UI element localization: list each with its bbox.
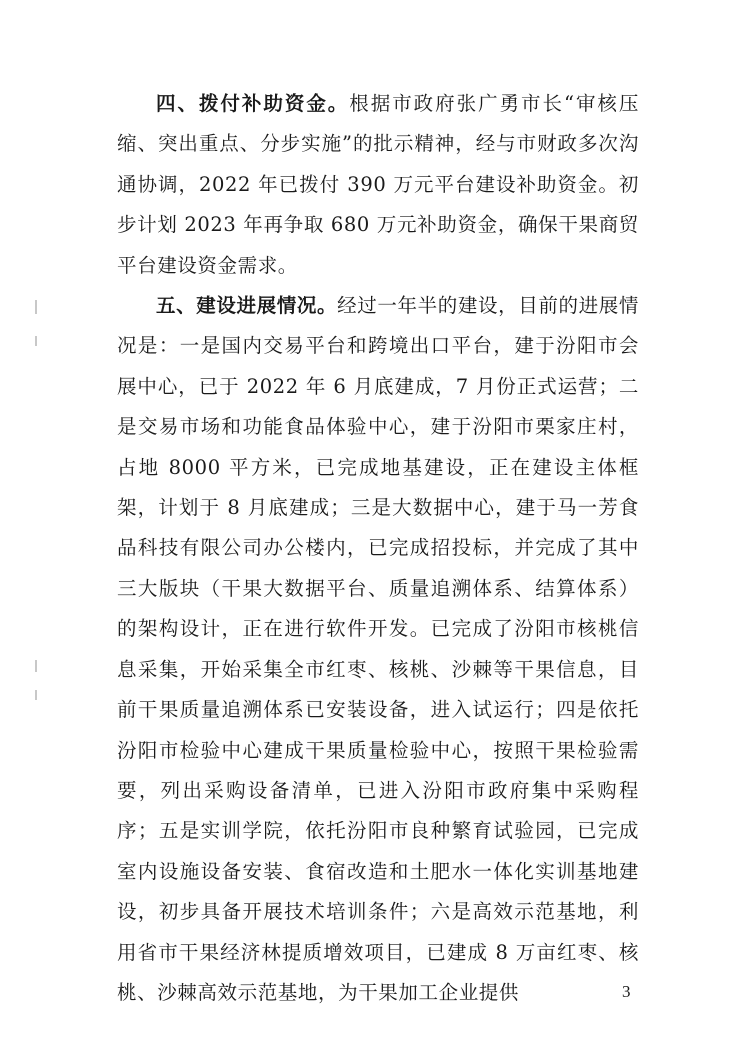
paragraph-progress <box>117 286 639 1013</box>
scan-margin-mark <box>35 660 37 672</box>
scan-margin-mark <box>35 336 37 346</box>
paragraph-text-progress: 经过一年半的建设，目前的进展情况是：一是国内交易平台和跨境出口平台，建于汾阳市会展中心，已于 2022 年 6 月底建成，7 月份正式运营；二是交易市场和功能食品体验中心，建于汾阳市栗家庄村，占地 8000 平方米，已完成地基建设，正在建设主体框架，计划于 8 月底建成；三是大数据中心，建于马一芳食品科技有限公司办公楼内，已完成招投标，并完成了其中三大版块（干果大数据平台、质量追溯体系、结算体系）的架构设计，正在进行软件开发。已完成了汾阳市核桃信息采集，开始采集全市红枣、核桃、沙棘等干果信息，目前干果质量追溯体系已安装设备，进入试运行；四是依托汾阳市检验中心建成干果质量检验中心，按照干果检验需要，列出采购设备清单，已进入汾阳市政府集中采购程序；五是实训学院，依托汾阳市良种繁育试验园，已完成室内设施设备安装、食宿改造和土肥水一体化实训基地建设，初步具备开展技术培训条件；六是高效示范基地，利用省市干果经济林提质增效项目，已建成 8 万亩红枣、核桃、沙棘高效示范基地，为干果加工企业提供 <box>117 294 639 1004</box>
page-number: 3 <box>622 982 631 1001</box>
paragraph-funding <box>117 84 639 286</box>
scan-margin-mark <box>35 300 37 314</box>
section-heading-funding: 四、拨付补助资金。 <box>156 92 350 115</box>
paragraph-text-funding: 根据市政府张广勇市长“审核压缩、突出重点、分步实施”的批示精神，经与市财政多次沟通协调，2022 年已拨付 390 万元平台建设补助资金。初步计划 2023 年再争取 680 万元补助资金，确保干果商贸平台建设资金需求。 <box>117 92 639 277</box>
scan-margin-mark <box>35 690 37 700</box>
section-heading-progress: 五、建设进展情况。 <box>156 294 338 318</box>
document-body <box>117 84 639 1013</box>
